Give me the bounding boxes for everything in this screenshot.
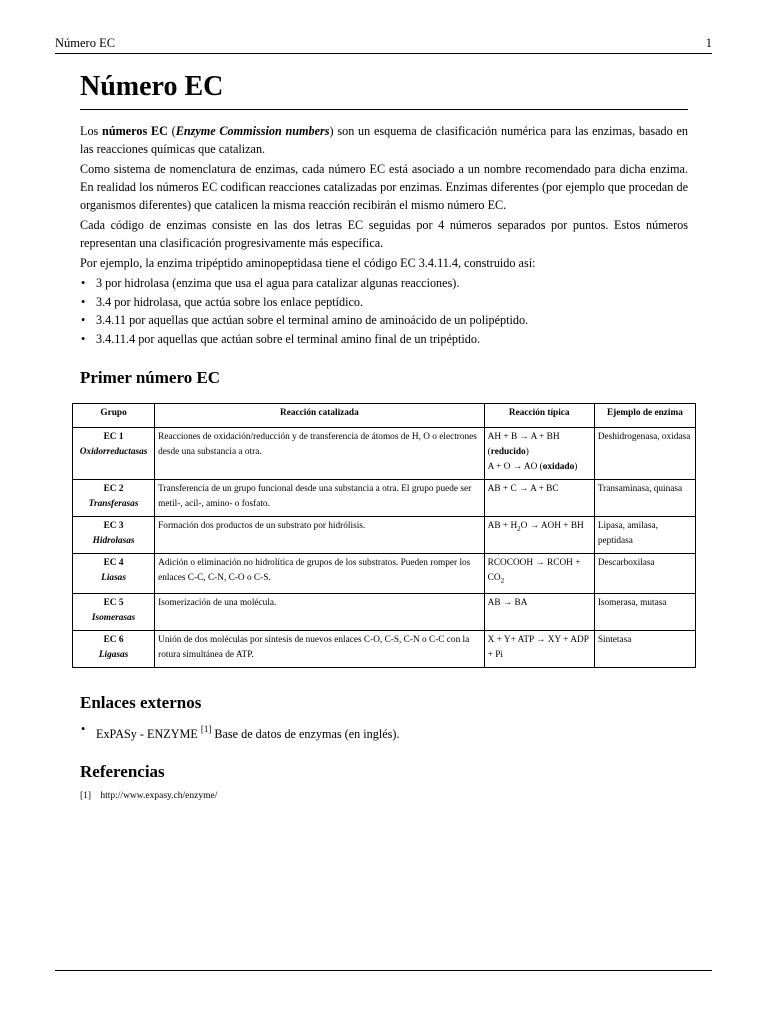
ec-breakdown-list [80, 274, 688, 348]
group-cell: EC 4 Liasas [73, 554, 155, 594]
running-header [55, 33, 712, 54]
expasy-link[interactable]: ExPASy - ENZYME [96, 726, 198, 741]
list-item: • 3.4.11 por aquellas que actúan sobre el terminal amino de aminoácido de un polipéptido. [80, 311, 688, 330]
typical-reaction-cell: AB + $H_2O$ → AOH + BH [484, 517, 594, 554]
table-row [73, 480, 696, 517]
intro-paragraph: Los números EC (Enzyme Commission numbers) son un esquema de clasificación numérica para las enzimas, basado en las reacciones químicas que catalizan. [80, 124, 688, 156]
typical-reaction-cell: X + Y+ ATP → XY + ADP + Pi [484, 630, 594, 667]
typical-reaction-cell: AB + C → A + BC [484, 480, 594, 517]
example-cell: Deshidrogenasa, oxidasa [594, 428, 695, 480]
typical-reaction-cell: AH + B → A + BH (reducido) A + O → AO (oxidado) [484, 428, 594, 480]
example-cell: Lipasa, amilasa, peptidasa [594, 517, 695, 554]
reaction-cell: Isomerización de una molécula. [155, 593, 485, 630]
reference-marker[interactable]: [1] [200, 723, 212, 734]
reaction-cell: Unión de dos moléculas por síntesis de nuevos enlaces C-O, C-S, C-N o C-C con la rotura simultánea de ATP. [155, 630, 485, 667]
typical-reaction-cell: RCOCOOH → RCOH + $CO_2$ [484, 554, 594, 594]
running-header-title: Número EC [55, 36, 116, 50]
term-english: Enzyme Commission numbers [175, 124, 330, 138]
section-heading-primer: Primer número EC [80, 368, 221, 387]
paragraph: Por ejemplo, la enzima tripéptido aminopeptidasa tiene el código EC 3.4.11.4, construido así: [80, 256, 536, 270]
reference-number: [1] [80, 791, 92, 802]
table-row [73, 428, 696, 480]
paragraph: Cada código de enzimas consiste en las dos letras EC seguidas por 4 números separados por puntos. Estos números representan una clasificación progresivamente más específica. [80, 218, 688, 250]
table-row [73, 517, 696, 554]
reaction-cell: Formación dos productos de un substrato por hidrólisis. [155, 517, 485, 554]
article-title: Número EC [80, 70, 688, 110]
section-heading-links: Enlaces externos [80, 692, 202, 712]
reference-url[interactable]: http://www.expasy.ch/enzyme/ [100, 791, 218, 802]
example-cell: Isomerasa, mutasa [594, 593, 695, 630]
column-header: Reacción catalizada [155, 404, 485, 428]
group-cell: EC 1 Oxidorreductasas [73, 428, 155, 480]
page-number: 1 [705, 36, 712, 50]
list-item: • 3.4.11.4 por aquellas que actúan sobre el terminal amino final de un tripéptido. [80, 330, 688, 349]
paragraph: Como sistema de nomenclatura de enzimas, cada número EC está asociado a un nombre recomendado para dicha enzima. En realidad los números EC codifican reacciones catalizadas por enzimas. Enzimas diferentes (por ejemplo que procedan de organismos diferentes) que catalicen la misma reacción recibirán el mismo número EC. [80, 162, 688, 212]
article-body [79, 70, 691, 803]
example-cell: Transaminasa, quinasa [594, 480, 695, 517]
reference-item [80, 789, 688, 803]
list-item: • 3.4 por hidrolasa, que actúa sobre los enlace peptídico. [80, 293, 688, 312]
section-heading-references: Referencias [80, 762, 165, 782]
table-row [73, 593, 696, 630]
reaction-cell: Transferencia de un grupo funcional desde una substancia a otra. El grupo puede ser metil-, acil-, amino- o fosfato. [155, 480, 485, 517]
example-cell: Sintetasa [594, 630, 695, 667]
list-item: • 3 por hidrolasa (enzima que usa el agua para catalizar algunas reacciones). [80, 274, 688, 293]
reaction-cell: Adición o eliminación no hidrolítica de grupos de los substratos. Pueden romper los enlaces C-C, C-N, C-O o C-S. [155, 554, 485, 594]
column-header: Grupo [73, 404, 155, 428]
ec-classes-table [72, 403, 696, 668]
external-links-list [80, 720, 688, 744]
group-cell: EC 5 Isomerasas [73, 593, 155, 630]
group-cell: EC 2 Transferasas [73, 480, 155, 517]
footer-divider [55, 970, 712, 971]
table-row [73, 630, 696, 667]
column-header: Reacción típica [484, 404, 594, 428]
column-header: Ejemplo de enzima [594, 404, 695, 428]
reaction-cell: Reacciones de oxidación/reducción y de transferencia de átomos de H, O o electrones desde una substancia a otra. [155, 428, 485, 480]
term-bold: números EC [102, 124, 168, 138]
example-cell: Descarboxilasa [594, 554, 695, 594]
external-link-item[interactable]: • ExPASy - ENZYME [1] Base de datos de enzymas (en inglés). [80, 720, 688, 744]
typical-reaction-cell: AB → BA [484, 593, 594, 630]
table-row [73, 554, 696, 594]
group-cell: EC 3 Hidrolasas [73, 517, 155, 554]
group-cell: EC 6 Ligasas [73, 630, 155, 667]
table-header-row [73, 404, 696, 428]
